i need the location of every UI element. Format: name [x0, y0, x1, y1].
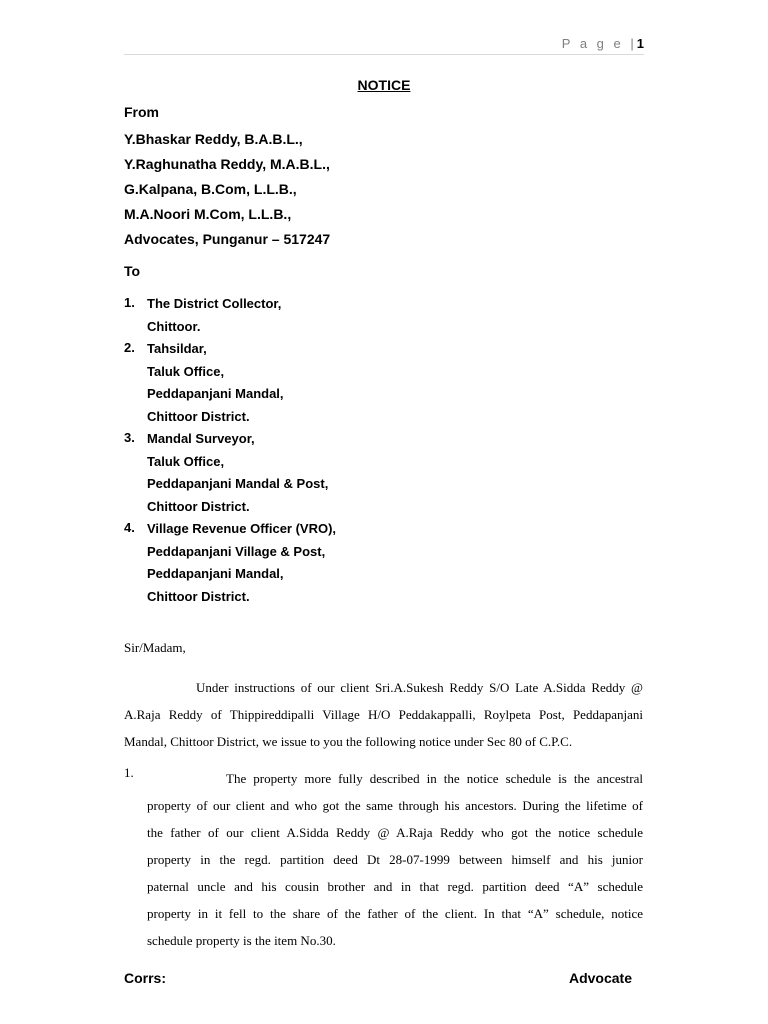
recipient-line: Tahsildar,: [147, 341, 207, 356]
recipient-number: 2.: [124, 340, 135, 355]
recipient-line: Peddapanjani Mandal,: [147, 386, 284, 401]
footer-advocate: Advocate: [568, 970, 632, 986]
recipient-line: Peddapanjani Village & Post,: [147, 543, 326, 559]
notice-title: NOTICE: [357, 77, 411, 93]
intro-line: Under instructions of our client Sri.A.Sukesh Reddy S/O Late A.Sidda Reddy @: [196, 680, 643, 695]
intro-line: A.Raja Reddy of Thippireddipalli Village H/O Peddakappalli, Roylpeta Post, Peddapanjani: [124, 707, 643, 722]
recipient-line: Taluk Office,: [147, 363, 225, 379]
page-number-label: [562, 36, 644, 51]
recipient-line: Peddapanjani Mandal,: [147, 566, 284, 581]
paragraph-line: paternal uncle and his cousin brother and in that regd. partition deed “A” schedule: [147, 879, 643, 894]
paragraph-line: the father of our client A.Sidda Reddy @ A.Raja Reddy who got the notice schedule: [147, 825, 643, 840]
recipient-item: [124, 430, 336, 520]
paragraph-line: property in it fell to the share of the father of the client. In that “A” schedule, notice: [147, 906, 643, 921]
numbered-paragraph: [147, 765, 643, 954]
page-header: [124, 34, 644, 55]
sender-line: Y.Bhaskar Reddy, B.A.B.L.,: [124, 131, 303, 147]
recipient-line: Mandal Surveyor,: [147, 431, 255, 446]
sender-line: G.Kalpana, B.Com, L.L.B.,: [124, 181, 297, 197]
recipient-number: 3.: [124, 430, 135, 445]
to-label: To: [124, 263, 141, 279]
paragraph-line: The property more fully described in the notice schedule is the ancestral: [226, 771, 643, 786]
paragraph-line: property in the regd. partition deed Dt 28-07-1999 between himself and his junior: [147, 852, 643, 867]
paragraph-line: property of our client and who got the same through his ancestors. During the lifetime of: [147, 798, 643, 813]
recipient-number: 1.: [124, 295, 135, 310]
recipient-item: [124, 340, 336, 430]
page-separator: |: [630, 36, 637, 51]
recipient-item: [124, 295, 336, 340]
recipient-item: [124, 520, 336, 610]
intro-paragraph: [124, 674, 643, 755]
intro-line: Mandal, Chittoor District, we issue to you the following notice under Sec 80 of C.P.C.: [124, 734, 573, 749]
recipient-number: 4.: [124, 520, 135, 535]
sender-line: Advocates, Punganur – 517247: [124, 231, 331, 247]
recipient-line: Taluk Office,: [147, 453, 225, 469]
footer-corrs: Corrs:: [124, 970, 167, 986]
sender-block: [124, 131, 330, 256]
recipient-line: Chittoor District.: [147, 498, 250, 514]
recipient-line: The District Collector,: [147, 296, 282, 311]
page-number: 1: [636, 36, 644, 51]
sender-line: M.A.Noori M.Com, L.L.B.,: [124, 206, 292, 222]
recipient-line: Chittoor District.: [147, 408, 250, 424]
recipient-line: Chittoor.: [147, 318, 201, 334]
recipient-list: [124, 295, 336, 610]
page-word: P a g e: [561, 36, 624, 51]
sender-line: Y.Raghunatha Reddy, M.A.B.L.,: [124, 156, 330, 172]
recipient-line: Peddapanjani Mandal & Post,: [147, 476, 329, 491]
recipient-line: Chittoor District.: [147, 588, 250, 604]
from-label: From: [124, 104, 159, 120]
paragraph-line: schedule property is the item No.30.: [147, 933, 336, 948]
salutation: Sir/Madam,: [124, 640, 186, 655]
recipient-line: Village Revenue Officer (VRO),: [147, 521, 337, 536]
paragraph-number: 1.: [124, 765, 134, 780]
